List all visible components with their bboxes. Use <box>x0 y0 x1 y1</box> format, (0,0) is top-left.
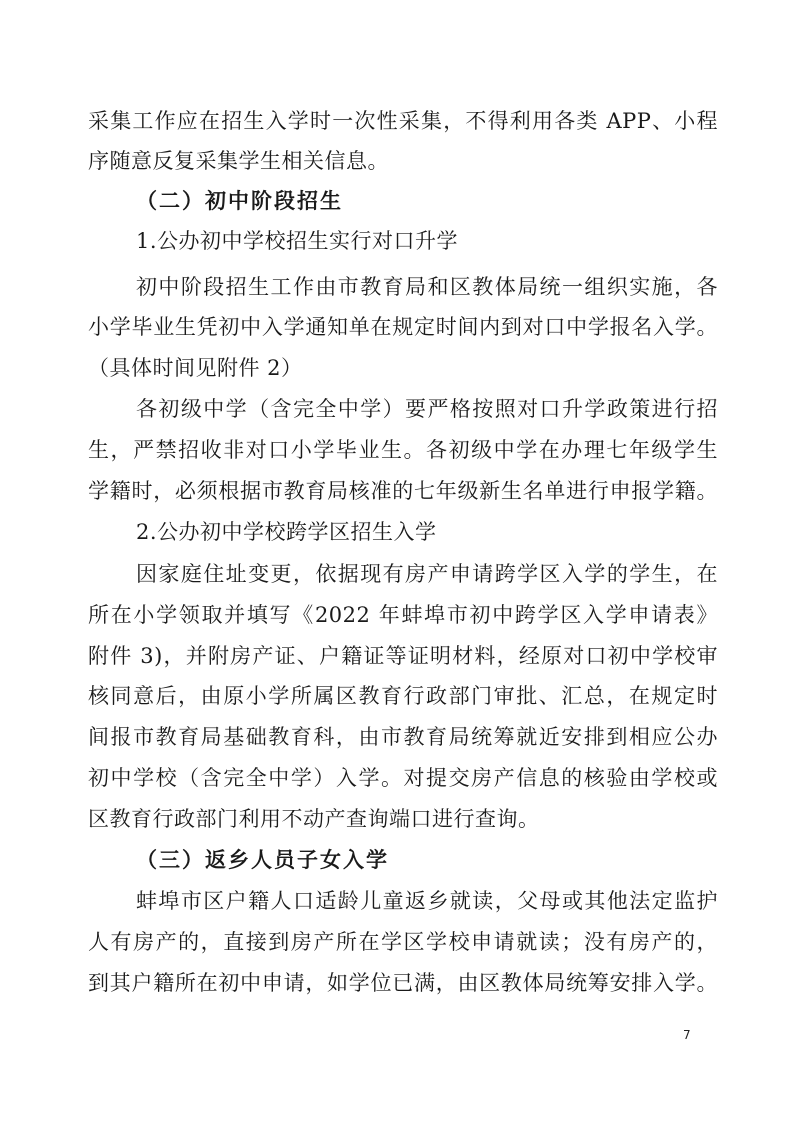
section-heading-3: （三）返乡人员子女入学 <box>136 847 389 872</box>
text-line-8: 各初级中学（含完全中学）要严格按照对口升学政策进行招 <box>136 397 718 421</box>
text-line-13: 所在小学领取并填写《2022 年蚌埠市初中跨学区入学申请表》 <box>88 603 718 627</box>
text-line-16: 间报市教育局基础教育科，由市教育局统筹就近安排到相应公办 <box>88 725 718 749</box>
text-line-5: 初中阶段招生工作由市教育局和区教体局统一组织实施，各 <box>136 275 718 299</box>
subsection-heading-1: 1.公办初中学校招生实行对口升学 <box>136 229 459 253</box>
text-line-15: 核同意后，由原小学所属区教育行政部门审批、汇总，在规定时 <box>88 684 718 708</box>
text-line-9: 生，严禁招收非对口小学毕业生。各初级中学在办理七年级学生 <box>88 438 718 462</box>
text-line-22: 到其户籍所在初中申请，如学位已满，由区教体局统筹安排入学。 <box>88 971 718 995</box>
subsection-heading-2: 2.公办初中学校跨学区招生入学 <box>136 520 437 544</box>
section-heading-2: （二）初中阶段招生 <box>136 188 343 213</box>
text-line-18: 区教育行政部门利用不动产查询端口进行查询。 <box>88 807 540 831</box>
text-line-20: 蚌埠市区户籍人口适龄儿童返乡就读，父母或其他法定监护 <box>136 889 718 913</box>
text-line-7: （具体时间见附件 2） <box>88 356 303 380</box>
text-line-6: 小学毕业生凭初中入学通知单在规定时间内到对口中学报名入学。 <box>88 315 718 339</box>
text-line-14: 附件 3)，并附房产证、户籍证等证明材料，经原对口初中学校审 <box>88 644 718 668</box>
page-number: 7 <box>683 1028 691 1042</box>
text-line-10: 学籍时，必须根据市教育局核准的七年级新生名单进行申报学籍。 <box>88 479 718 503</box>
text-line-21: 人有房产的，直接到房产所在学区学校申请就读；没有房产的， <box>88 930 718 954</box>
text-line-17: 初中学校（含完全中学）入学。对提交房产信息的核验由学校或 <box>88 766 718 790</box>
text-line-2: 序随意反复采集学生相关信息。 <box>88 149 389 173</box>
text-line-12: 因家庭住址变更，依据现有房产申请跨学区入学的学生，在 <box>136 562 718 586</box>
text-line-1: 采集工作应在招生入学时一次性采集，不得利用各类 APP、小程 <box>88 109 718 133</box>
